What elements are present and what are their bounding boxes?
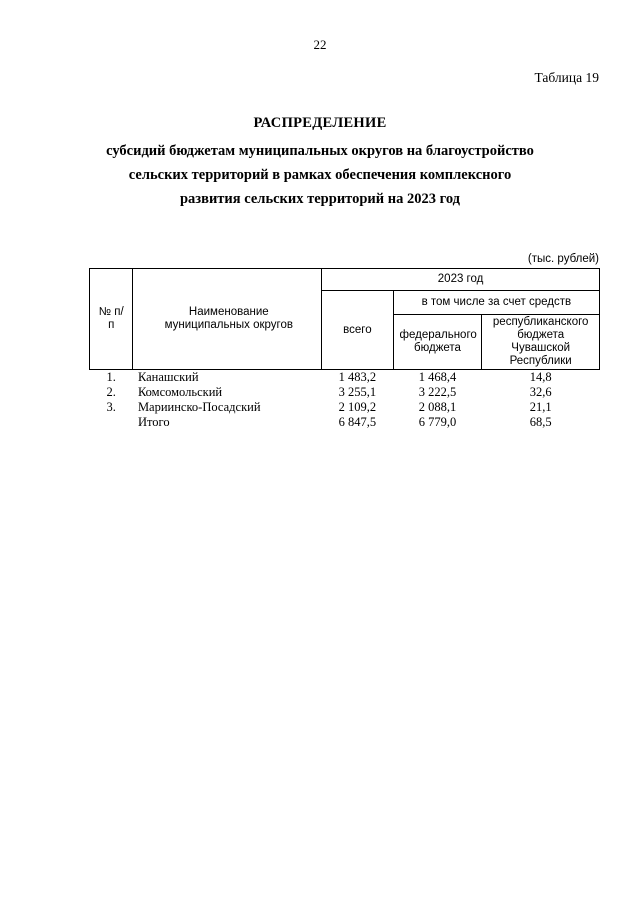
row-republic: 21,1 (529, 400, 552, 414)
title-line-2: сельских территорий в рамках обеспечения комплексного (128, 167, 512, 183)
row-name: Канашский (133, 370, 322, 386)
row-number: 3. (106, 400, 116, 414)
row-name: Мариинско-Посадский (137, 400, 261, 414)
row-total: 6 847,5 (338, 415, 377, 429)
title-main: РАСПРЕДЕЛЕНИЕ (253, 115, 387, 131)
row-total: 2 109,2 (338, 400, 377, 414)
row-republic: 32,6 (529, 385, 552, 399)
header-including: в том числе за счет средств (393, 291, 599, 315)
header-name-label: Наименование муниципальных округов (164, 306, 293, 331)
header-republic (482, 315, 600, 370)
header-name (133, 269, 322, 370)
row-federal: 2 088,1 (418, 400, 457, 414)
units-label: (тыс. рублей) (527, 253, 599, 265)
table-label: Таблица 19 (534, 70, 599, 85)
row-number: 2. (106, 385, 116, 399)
header-republic-label: республиканского бюджета Чувашской Республики (492, 316, 589, 367)
row-name: Комсомольский (137, 385, 223, 399)
page-number: 22 (313, 37, 327, 52)
row-number: 1. (90, 370, 133, 386)
row-total: 1 483,2 (322, 370, 394, 386)
header-total: всего (322, 291, 394, 370)
row-name: Итого (137, 415, 170, 429)
header-federal-label: федерального бюджета (399, 329, 477, 354)
table-row-total (90, 415, 600, 430)
table-row (90, 400, 600, 415)
table-header (90, 269, 600, 370)
header-year: 2023 год (322, 269, 600, 291)
row-federal: 6 779,0 (418, 415, 457, 429)
title-line-1: субсидий бюджетам муниципальных округов на благоустройство (106, 143, 534, 159)
row-total: 3 255,1 (338, 385, 377, 399)
header-number (90, 269, 133, 370)
table-row (90, 370, 600, 386)
table-row (90, 385, 600, 400)
subsidy-table (89, 268, 600, 430)
table-body (90, 370, 600, 431)
row-republic: 14,8 (482, 370, 600, 386)
document-title (0, 115, 640, 211)
header-federal (393, 315, 482, 370)
header-number-label: № п/п (98, 306, 124, 331)
row-federal: 3 222,5 (418, 385, 457, 399)
row-number (90, 415, 133, 430)
row-republic: 68,5 (529, 415, 552, 429)
title-line-3: развития сельских территорий на 2023 год (179, 191, 460, 207)
row-federal: 1 468,4 (393, 370, 482, 386)
